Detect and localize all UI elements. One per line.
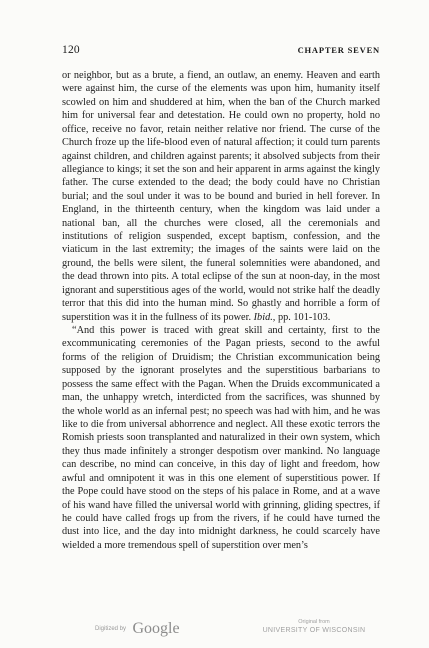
citation-ibid: Ibid., <box>253 311 276 323</box>
paragraph <box>62 69 380 324</box>
citation-pages: pp. 101-103. <box>277 311 331 323</box>
page-number: 120 <box>62 44 80 56</box>
running-head: CHAPTER SEVEN <box>297 45 380 55</box>
source-footer <box>254 619 374 635</box>
institution-name: UNIVERSITY OF WISCONSIN <box>262 627 366 634</box>
paragraph-text: or neighbor, but as a brute, a fiend, an outlaw, an enemy. Heaven and earth were against him, the curse of the elements was upon him, humanity itself scowled on him and shuddered at him, when the ban of the Church marked him for universal fear and detestation. He could own no property, hold no office, receive no favor, retain neither relative nor friend. The curse of the Church froze up the life-blood even of natural affection; it could turn parents against children, and children against parents; it absolved subjects from their allegiance to kings; it set the son and heir apparent in arms against the kingly father. The curse extended to the dead; the body could have no Christian burial; and the soul under it was to be bound and buried in hell forever. In England, in the thirteenth century, when the kingdom was laid under a national ban, all the churches were closed, all the ceremonials and institutions of religion suspended, except baptism, confession, and the viaticum in the last extremity; the images of the saints were laid on the ground, the bells were silent, the funeral solemnities were abandoned, and the dead thrown into pits. A total eclipse of the sun at noon-day, in the most ignorant and superstitious ages of the world, would not strike half the deadly terror that this did into the human mind. So ghastly and horrible a form of superstition was it in the fullness of its power. <box>62 70 380 323</box>
body-text <box>62 69 380 552</box>
digitized-by-footer <box>95 620 180 638</box>
paragraph: “And this power is traced with great skill and certainty, first to the excommunicating ceremonies of the Pagan priests, second to the awful forms of the religion of Druidism; the Christian excommunication being supposed by the ignorant proselytes and the superstitious barbarians to possess the same effect with the Pagan. When the Druids excommunicated a man, the unhappy wretch, interdicted from the sacrifices, was shunned by the whole world as an infernal pest; no speech was had with him, and he was like to die from universal abhorrence and neglect. All these exotic terrors the Romish priests soon transplanted and naturalized in their own system, which they thus made infinitely a stronger despotism over mankind. No language can describe, no mind can conceive, in this day of light and freedom, how awful and omnipotent it was in this one element of superstitious power. If the Pope could have stood on the steps of his palace in Rome, and at a wave of his wand have filled the universal world with grinning, gliding spectres, if he could have called frogs up from the rivers, if he could have turned the dust into lice, and the day into midnight darkness, he could scarcely have wielded a more tremendous spell of superstition over men’s <box>62 325 380 551</box>
digitized-by-label: Digitized by <box>95 626 127 632</box>
google-logo: Google <box>132 620 180 637</box>
page-header <box>62 44 380 58</box>
original-from-label: Original from <box>298 619 330 625</box>
